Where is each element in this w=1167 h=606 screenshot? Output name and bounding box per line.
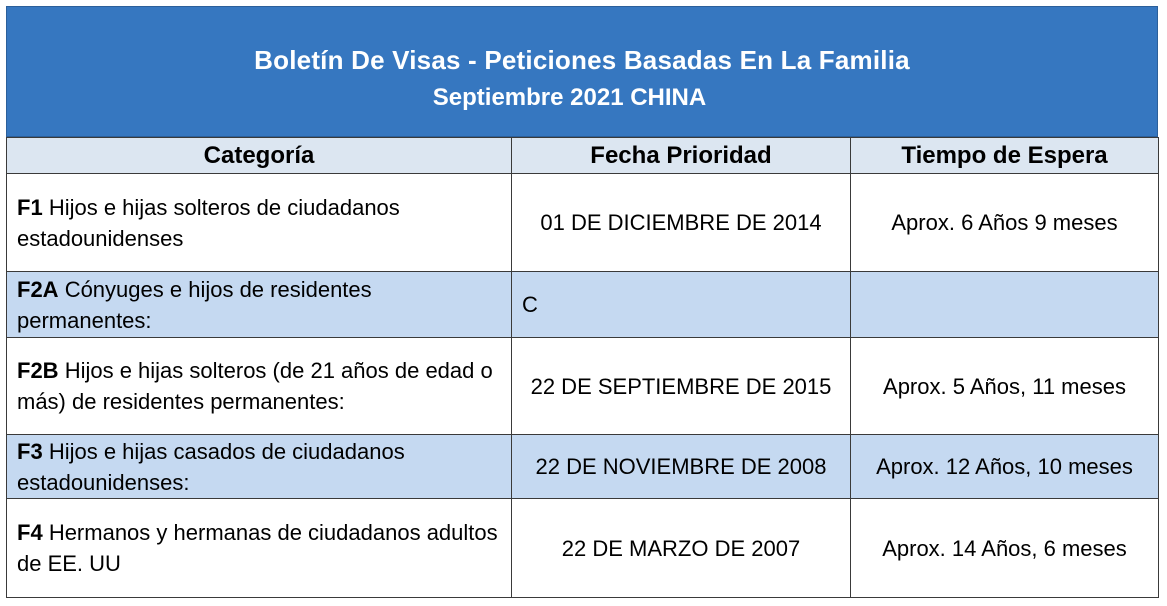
category-code: F2B xyxy=(17,358,59,383)
category-description: Hermanos y hermanas de ciudadanos adultos de EE. UU xyxy=(17,520,498,576)
title-banner xyxy=(6,6,1158,137)
category-cell xyxy=(7,338,512,435)
table-row xyxy=(7,174,1159,272)
category-code: F2A xyxy=(17,276,59,302)
wait-time-cell: Aprox. 5 Años, 11 meses xyxy=(851,338,1159,435)
page-subtitle: Septiembre 2021 CHINA xyxy=(432,84,707,111)
category-description: Hijos e hijas casados de ciudadanos estadounidenses: xyxy=(17,438,405,495)
column-header-priority-date: Fecha Prioridad xyxy=(512,138,851,174)
wait-time-cell: Aprox. 6 Años 9 meses xyxy=(851,174,1159,272)
priority-date-cell: C xyxy=(512,272,851,338)
priority-date-cell: 01 DE DICIEMBRE DE 2014 xyxy=(512,174,851,272)
category-description: Hijos e hijas solteros de ciudadanos estadounidenses xyxy=(17,194,400,251)
wait-time-cell xyxy=(851,272,1159,338)
category-description: Cónyuges e hijos de residentes permanentes: xyxy=(17,276,372,333)
category-cell xyxy=(7,272,512,338)
page-title: Boletín De Visas - Peticiones Basadas En La Familia xyxy=(254,45,910,75)
category-cell xyxy=(7,435,512,499)
priority-date-cell: 22 DE MARZO DE 2007 xyxy=(512,499,851,598)
category-cell xyxy=(7,499,512,598)
category-code: F4 xyxy=(17,520,43,545)
visa-bulletin-table xyxy=(6,137,1159,598)
priority-date-cell: 22 DE NOVIEMBRE DE 2008 xyxy=(512,435,851,499)
wait-time-cell: Aprox. 12 Años, 10 meses xyxy=(851,435,1159,499)
category-description: Hijos e hijas solteros (de 21 años de edad o más) de residentes permanentes: xyxy=(17,358,493,414)
category-code: F3 xyxy=(17,438,43,464)
wait-time-cell: Aprox. 14 Años, 6 meses xyxy=(851,499,1159,598)
table-row xyxy=(7,435,1159,499)
category-code: F1 xyxy=(17,194,43,220)
table-row xyxy=(7,272,1159,338)
column-header-wait-time: Tiempo de Espera xyxy=(851,138,1159,174)
column-header-category: Categoría xyxy=(7,138,512,174)
category-cell xyxy=(7,174,512,272)
table-header-row xyxy=(7,138,1159,174)
table-row xyxy=(7,499,1159,598)
priority-date-cell: 22 DE SEPTIEMBRE DE 2015 xyxy=(512,338,851,435)
table-row xyxy=(7,338,1159,435)
